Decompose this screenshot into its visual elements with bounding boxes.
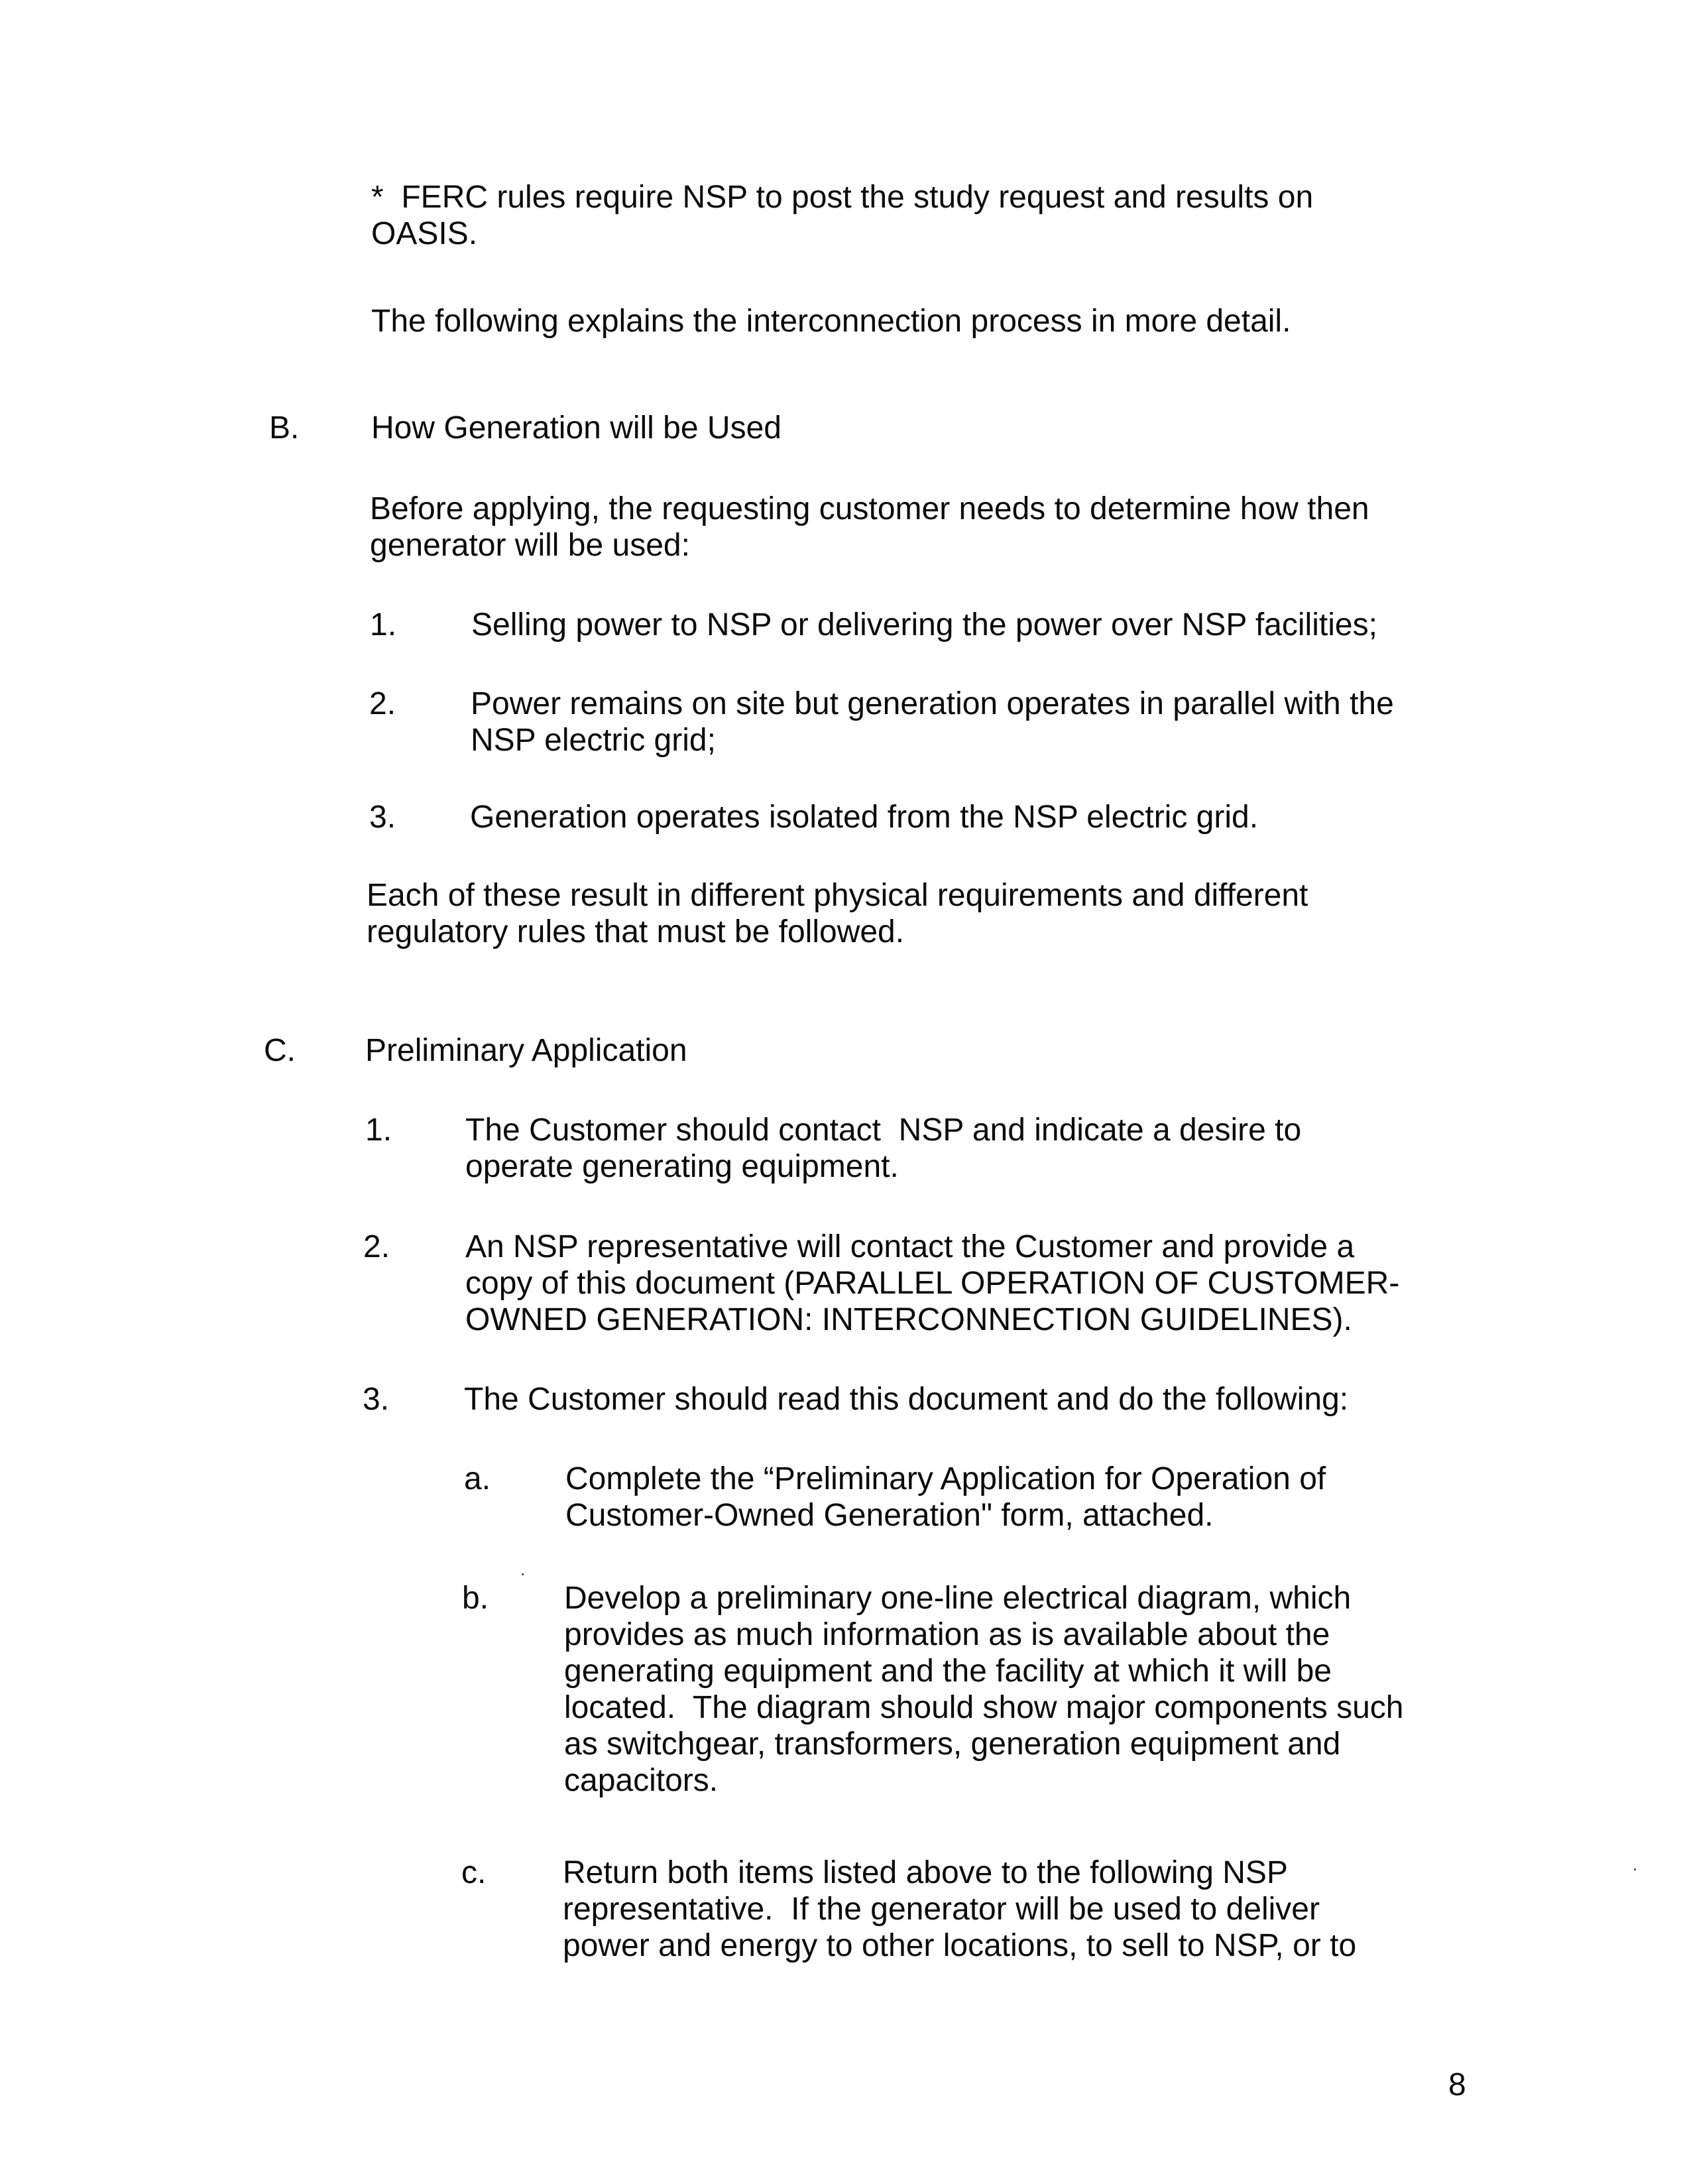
section-b-item-2-text-line-2: NSP electric grid;	[471, 723, 716, 758]
section-c-heading: Preliminary Application	[365, 1033, 687, 1068]
scan-speck	[1634, 1868, 1636, 1870]
section-b-item-3-number: 3.	[369, 800, 396, 835]
ferc-note-line-2: OASIS.	[371, 216, 478, 251]
section-b-item-3-text: Generation operates isolated from the NSP electric grid.	[470, 800, 1259, 835]
section-b-letter: B.	[269, 410, 300, 446]
intro-lead-paragraph: The following explains the interconnection process in more detail.	[371, 304, 1291, 339]
section-b-intro-line-1: Before applying, the requesting customer needs to determine how then	[370, 491, 1369, 526]
subitem-b-text-line-6: capacitors.	[564, 1763, 719, 1798]
page-number: 8	[1448, 2067, 1466, 2102]
section-b-item-1-number: 1.	[370, 607, 397, 642]
section-c-item-1-text-line-2: operate generating equipment.	[465, 1149, 899, 1184]
section-c-item-2-text-line-1: An NSP representative will contact the Customer and provide a	[465, 1229, 1355, 1264]
section-c-item-3-number: 3.	[363, 1382, 390, 1417]
section-b-intro-line-2: generator will be used:	[370, 528, 690, 563]
section-b-item-2-number: 2.	[369, 686, 396, 721]
section-c-letter: C.	[264, 1033, 296, 1068]
section-b-heading: How Generation will be Used	[371, 410, 782, 446]
subitem-b-text-line-1: Develop a preliminary one-line electrical diagram, which	[564, 1581, 1352, 1616]
section-c-item-3-text: The Customer should read this document and do the following:	[464, 1382, 1349, 1417]
subitem-b-letter: b.	[462, 1581, 489, 1616]
section-b-closing-line-2: regulatory rules that must be followed.	[367, 914, 905, 949]
section-c-item-2-text-line-2: copy of this document (PARALLEL OPERATION OF CUSTOMER-	[465, 1266, 1400, 1301]
subitem-c-text-line-2: representative. If the generator will be used to deliver	[563, 1892, 1320, 1927]
section-b-closing-line-1: Each of these result in different physical requirements and different	[367, 878, 1308, 913]
subitem-a-text-line-2: Customer-Owned Generation" form, attached.	[565, 1498, 1214, 1533]
section-c-item-2-text-line-3: OWNED GENERATION: INTERCONNECTION GUIDELINES).	[465, 1302, 1352, 1337]
subitem-a-letter: a.	[464, 1461, 491, 1496]
section-b-item-2-text-line-1: Power remains on site but generation operates in parallel with the	[471, 686, 1394, 721]
subitem-b-text-line-2: provides as much information as is available about the	[564, 1617, 1330, 1652]
subitem-c-text-line-1: Return both items listed above to the following NSP	[563, 1855, 1288, 1890]
scan-speck	[522, 1573, 524, 1575]
ferc-note-line-1: * FERC rules require NSP to post the study request and results on	[371, 180, 1314, 215]
subitem-b-text-line-3: generating equipment and the facility at which it will be	[564, 1654, 1332, 1689]
section-c-item-2-number: 2.	[363, 1229, 390, 1264]
subitem-c-letter: c.	[461, 1855, 487, 1890]
subitem-b-text-line-5: as switchgear, transformers, generation equipment and	[564, 1727, 1341, 1762]
subitem-b-text-line-4: located. The diagram should show major components such	[564, 1690, 1404, 1725]
subitem-c-text-line-3: power and energy to other locations, to sell to NSP, or to	[563, 1928, 1357, 1963]
section-b-item-1-text: Selling power to NSP or delivering the power over NSP facilities;	[471, 607, 1377, 642]
subitem-a-text-line-1: Complete the “Preliminary Application for Operation of	[565, 1461, 1326, 1496]
section-c-item-1-number: 1.	[365, 1113, 392, 1148]
section-c-item-1-text-line-1: The Customer should contact NSP and indicate a desire to	[465, 1113, 1302, 1148]
